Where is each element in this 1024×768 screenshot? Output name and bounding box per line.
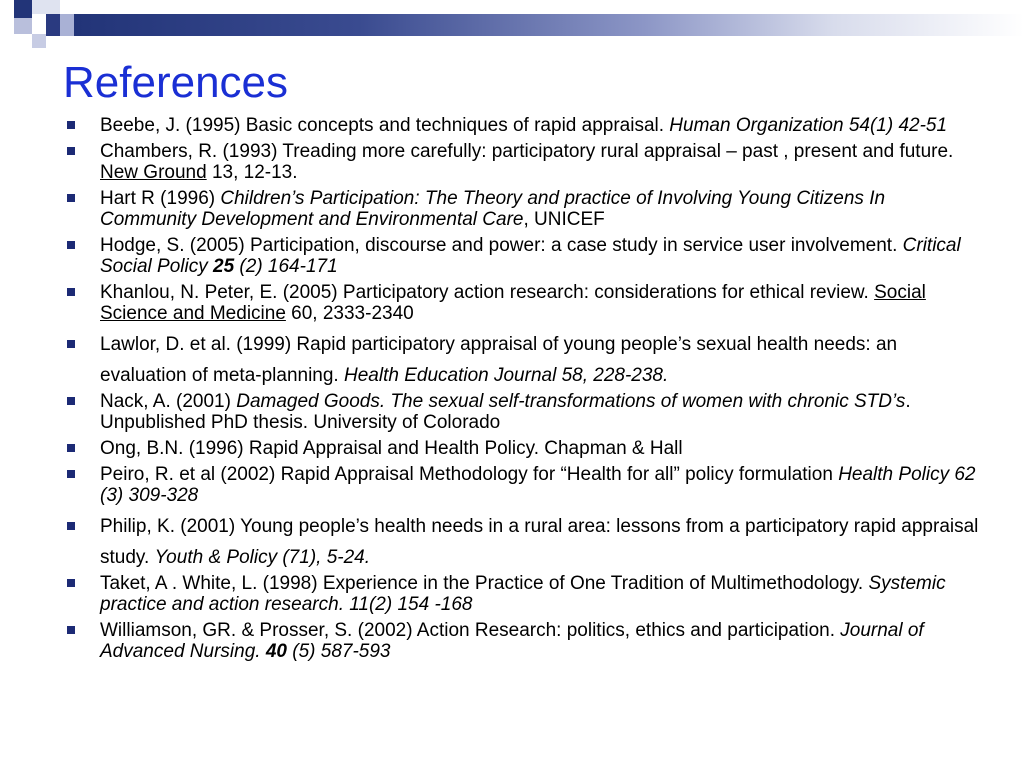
reference-item: Beebe, J. (1995) Basic concepts and techniques of rapid appraisal. Human Organization 54(1) 42-51	[64, 115, 984, 136]
square-bullet-icon	[67, 579, 75, 587]
reference-item: Peiro, R. et al (2002) Rapid Appraisal Methodology for “Health for all” policy formulation Health Policy 62 (3) 309-328	[64, 464, 984, 506]
corner-square	[32, 0, 60, 14]
reference-item: Chambers, R. (1993) Treading more carefully: participatory rural appraisal – past , present and future. New Ground 13, 12-13.	[64, 141, 984, 183]
journal-link[interactable]: New Ground	[100, 162, 207, 183]
corner-square	[14, 0, 32, 18]
square-bullet-icon	[67, 626, 75, 634]
square-bullet-icon	[67, 340, 75, 348]
journal-link[interactable]: Social Science and Medicine	[100, 282, 926, 324]
reference-list	[64, 115, 984, 667]
square-bullet-icon	[67, 288, 75, 296]
square-bullet-icon	[67, 444, 75, 452]
corner-square	[14, 18, 32, 34]
corner-square	[0, 0, 15, 14]
square-bullet-icon	[67, 241, 75, 249]
reference-item: Lawlor, D. et al. (1999) Rapid participatory appraisal of young people’s sexual health needs: an evaluation of meta-planning. Health Education Journal 58, 228-238.	[64, 329, 984, 391]
reference-item: Hart R (1996) Children’s Participation: The Theory and practice of Involving Young Citizens In Community Development and Environmental Care, UNICEF	[64, 188, 984, 230]
corner-square	[46, 14, 60, 36]
reference-item: Philip, K. (2001) Young people’s health needs in a rural area: lessons from a participatory rapid appraisal study. Youth & Policy (71), 5-24.	[64, 511, 984, 573]
corner-square	[32, 34, 46, 48]
square-bullet-icon	[67, 147, 75, 155]
reference-item: Khanlou, N. Peter, E. (2005) Participatory action research: considerations for ethical review. Social Science and Medicine 60, 2333-2340	[64, 282, 984, 324]
header-gradient-bar	[74, 14, 1024, 36]
square-bullet-icon	[67, 121, 75, 129]
reference-item: Williamson, GR. & Prosser, S. (2002) Action Research: politics, ethics and participation. Journal of Advanced Nursing. 40 (5) 587-593	[64, 620, 984, 662]
square-bullet-icon	[67, 194, 75, 202]
square-bullet-icon	[67, 470, 75, 478]
corner-square	[0, 14, 14, 34]
reference-item: Taket, A . White, L. (1998) Experience in the Practice of One Tradition of Multimethodology. Systemic practice and action research. 11(2) 154 -168	[64, 573, 984, 615]
reference-item: Nack, A. (2001) Damaged Goods. The sexual self-transformations of women with chronic STD’s. Unpublished PhD thesis. University of Colorado	[64, 391, 984, 433]
square-bullet-icon	[67, 397, 75, 405]
reference-item: Hodge, S. (2005) Participation, discourse and power: a case study in service user involvement. Critical Social Policy 25 (2) 164-171	[64, 235, 984, 277]
square-bullet-icon	[67, 522, 75, 530]
corner-square	[60, 14, 74, 36]
slide-title: References	[63, 58, 289, 107]
reference-item: Ong, B.N. (1996) Rapid Appraisal and Health Policy. Chapman & Hall	[64, 438, 984, 459]
